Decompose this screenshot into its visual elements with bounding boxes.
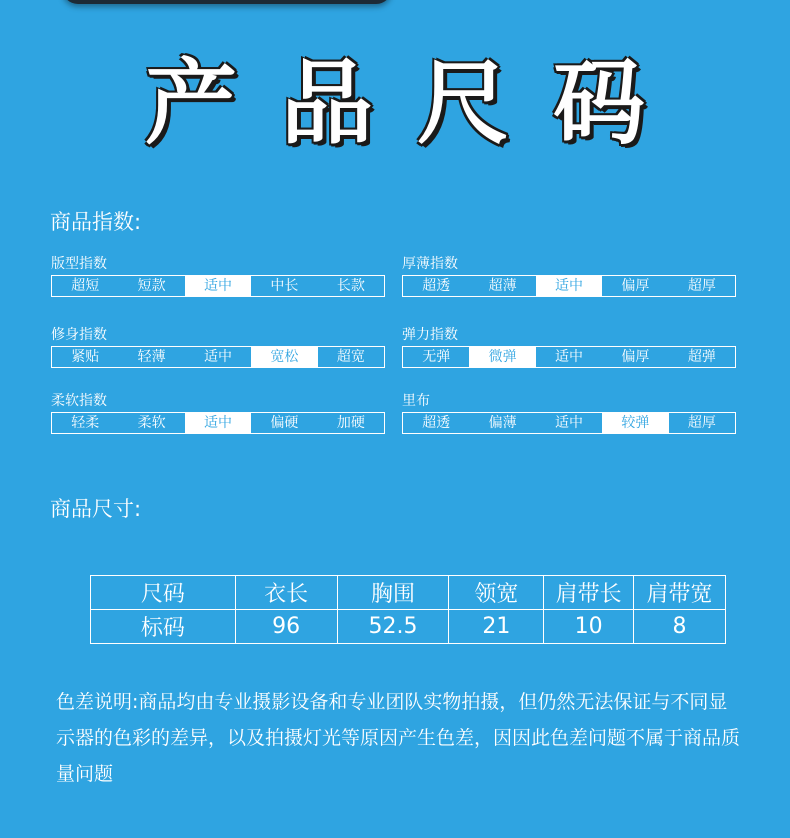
index-option: 适中	[204, 349, 233, 365]
size-table-header-row	[91, 576, 726, 610]
index-option-selected: 微弹	[469, 347, 535, 367]
index-block	[402, 392, 736, 434]
index-option: 偏厚	[621, 278, 650, 294]
index-option: 中长	[270, 278, 299, 294]
size-table-header-cell: 胸围	[337, 576, 449, 610]
index-name: 里布	[402, 393, 430, 409]
size-table-header-cell: 肩带宽	[634, 576, 726, 610]
size-section-label: 商品尺寸:	[50, 497, 142, 521]
index-option: 超弹	[687, 349, 716, 365]
index-option: 紧贴	[71, 349, 100, 365]
index-scale	[402, 412, 736, 434]
index-block	[402, 326, 736, 368]
index-option: 超厚	[687, 278, 716, 294]
index-option: 长款	[336, 278, 365, 294]
index-option: 偏薄	[488, 415, 517, 431]
index-name: 厚薄指数	[402, 256, 458, 272]
index-option-selected: 适中	[185, 413, 251, 433]
index-block	[402, 255, 736, 297]
index-option: 适中	[555, 349, 584, 365]
size-table-header-cell: 领宽	[449, 576, 544, 610]
index-option: 超透	[422, 278, 451, 294]
index-name: 修身指数	[51, 327, 107, 343]
size-table-header-cell: 尺码	[91, 576, 236, 610]
size-table-cell: 10	[544, 610, 634, 644]
index-option: 适中	[555, 415, 584, 431]
index-option-selected: 较弹	[602, 413, 668, 433]
size-table-cell: 8	[634, 610, 726, 644]
index-block	[51, 255, 385, 297]
index-option: 柔软	[137, 415, 166, 431]
index-scale	[402, 346, 736, 368]
index-option-selected: 适中	[536, 276, 602, 296]
index-option: 超短	[71, 278, 100, 294]
index-scale	[51, 346, 385, 368]
index-option: 超透	[422, 415, 451, 431]
index-name: 柔软指数	[51, 393, 107, 409]
index-block	[51, 392, 385, 434]
size-table-cell: 21	[449, 610, 544, 644]
size-table-cell: 52.5	[337, 610, 449, 644]
index-option: 无弹	[422, 349, 451, 365]
color-disclaimer: 色差说明:商品均由专业摄影设备和专业团队实物拍摄，但仍然无法保证与不同显示器的色彩的差异，以及拍摄灯光等原因产生色差，因因此色差问题不属于商品质量问题	[56, 691, 741, 785]
index-section-label: 商品指数:	[50, 210, 142, 234]
index-option-selected: 适中	[185, 276, 251, 296]
top-decoration-bar	[62, 0, 392, 4]
size-table-row	[91, 610, 726, 644]
index-option: 轻柔	[71, 415, 100, 431]
index-scale	[402, 275, 736, 297]
index-option: 加硬	[336, 415, 365, 431]
page-title: 产品尺码	[144, 49, 689, 157]
index-option: 超薄	[488, 278, 517, 294]
index-block	[51, 326, 385, 368]
index-option: 超厚	[687, 415, 716, 431]
index-option: 偏厚	[621, 349, 650, 365]
index-option: 偏硬	[270, 415, 299, 431]
index-option: 超宽	[336, 349, 365, 365]
index-scale	[51, 275, 385, 297]
size-table-header-cell: 肩带长	[544, 576, 634, 610]
size-table-cell: 96	[235, 610, 337, 644]
index-scale	[51, 412, 385, 434]
index-option: 短款	[137, 278, 166, 294]
index-name: 弹力指数	[402, 327, 458, 343]
size-table-header-cell: 衣长	[235, 576, 337, 610]
index-name: 版型指数	[51, 256, 107, 272]
size-table	[90, 575, 726, 644]
size-table-cell: 标码	[91, 610, 236, 644]
index-option-selected: 宽松	[251, 347, 317, 367]
index-option: 轻薄	[137, 349, 166, 365]
